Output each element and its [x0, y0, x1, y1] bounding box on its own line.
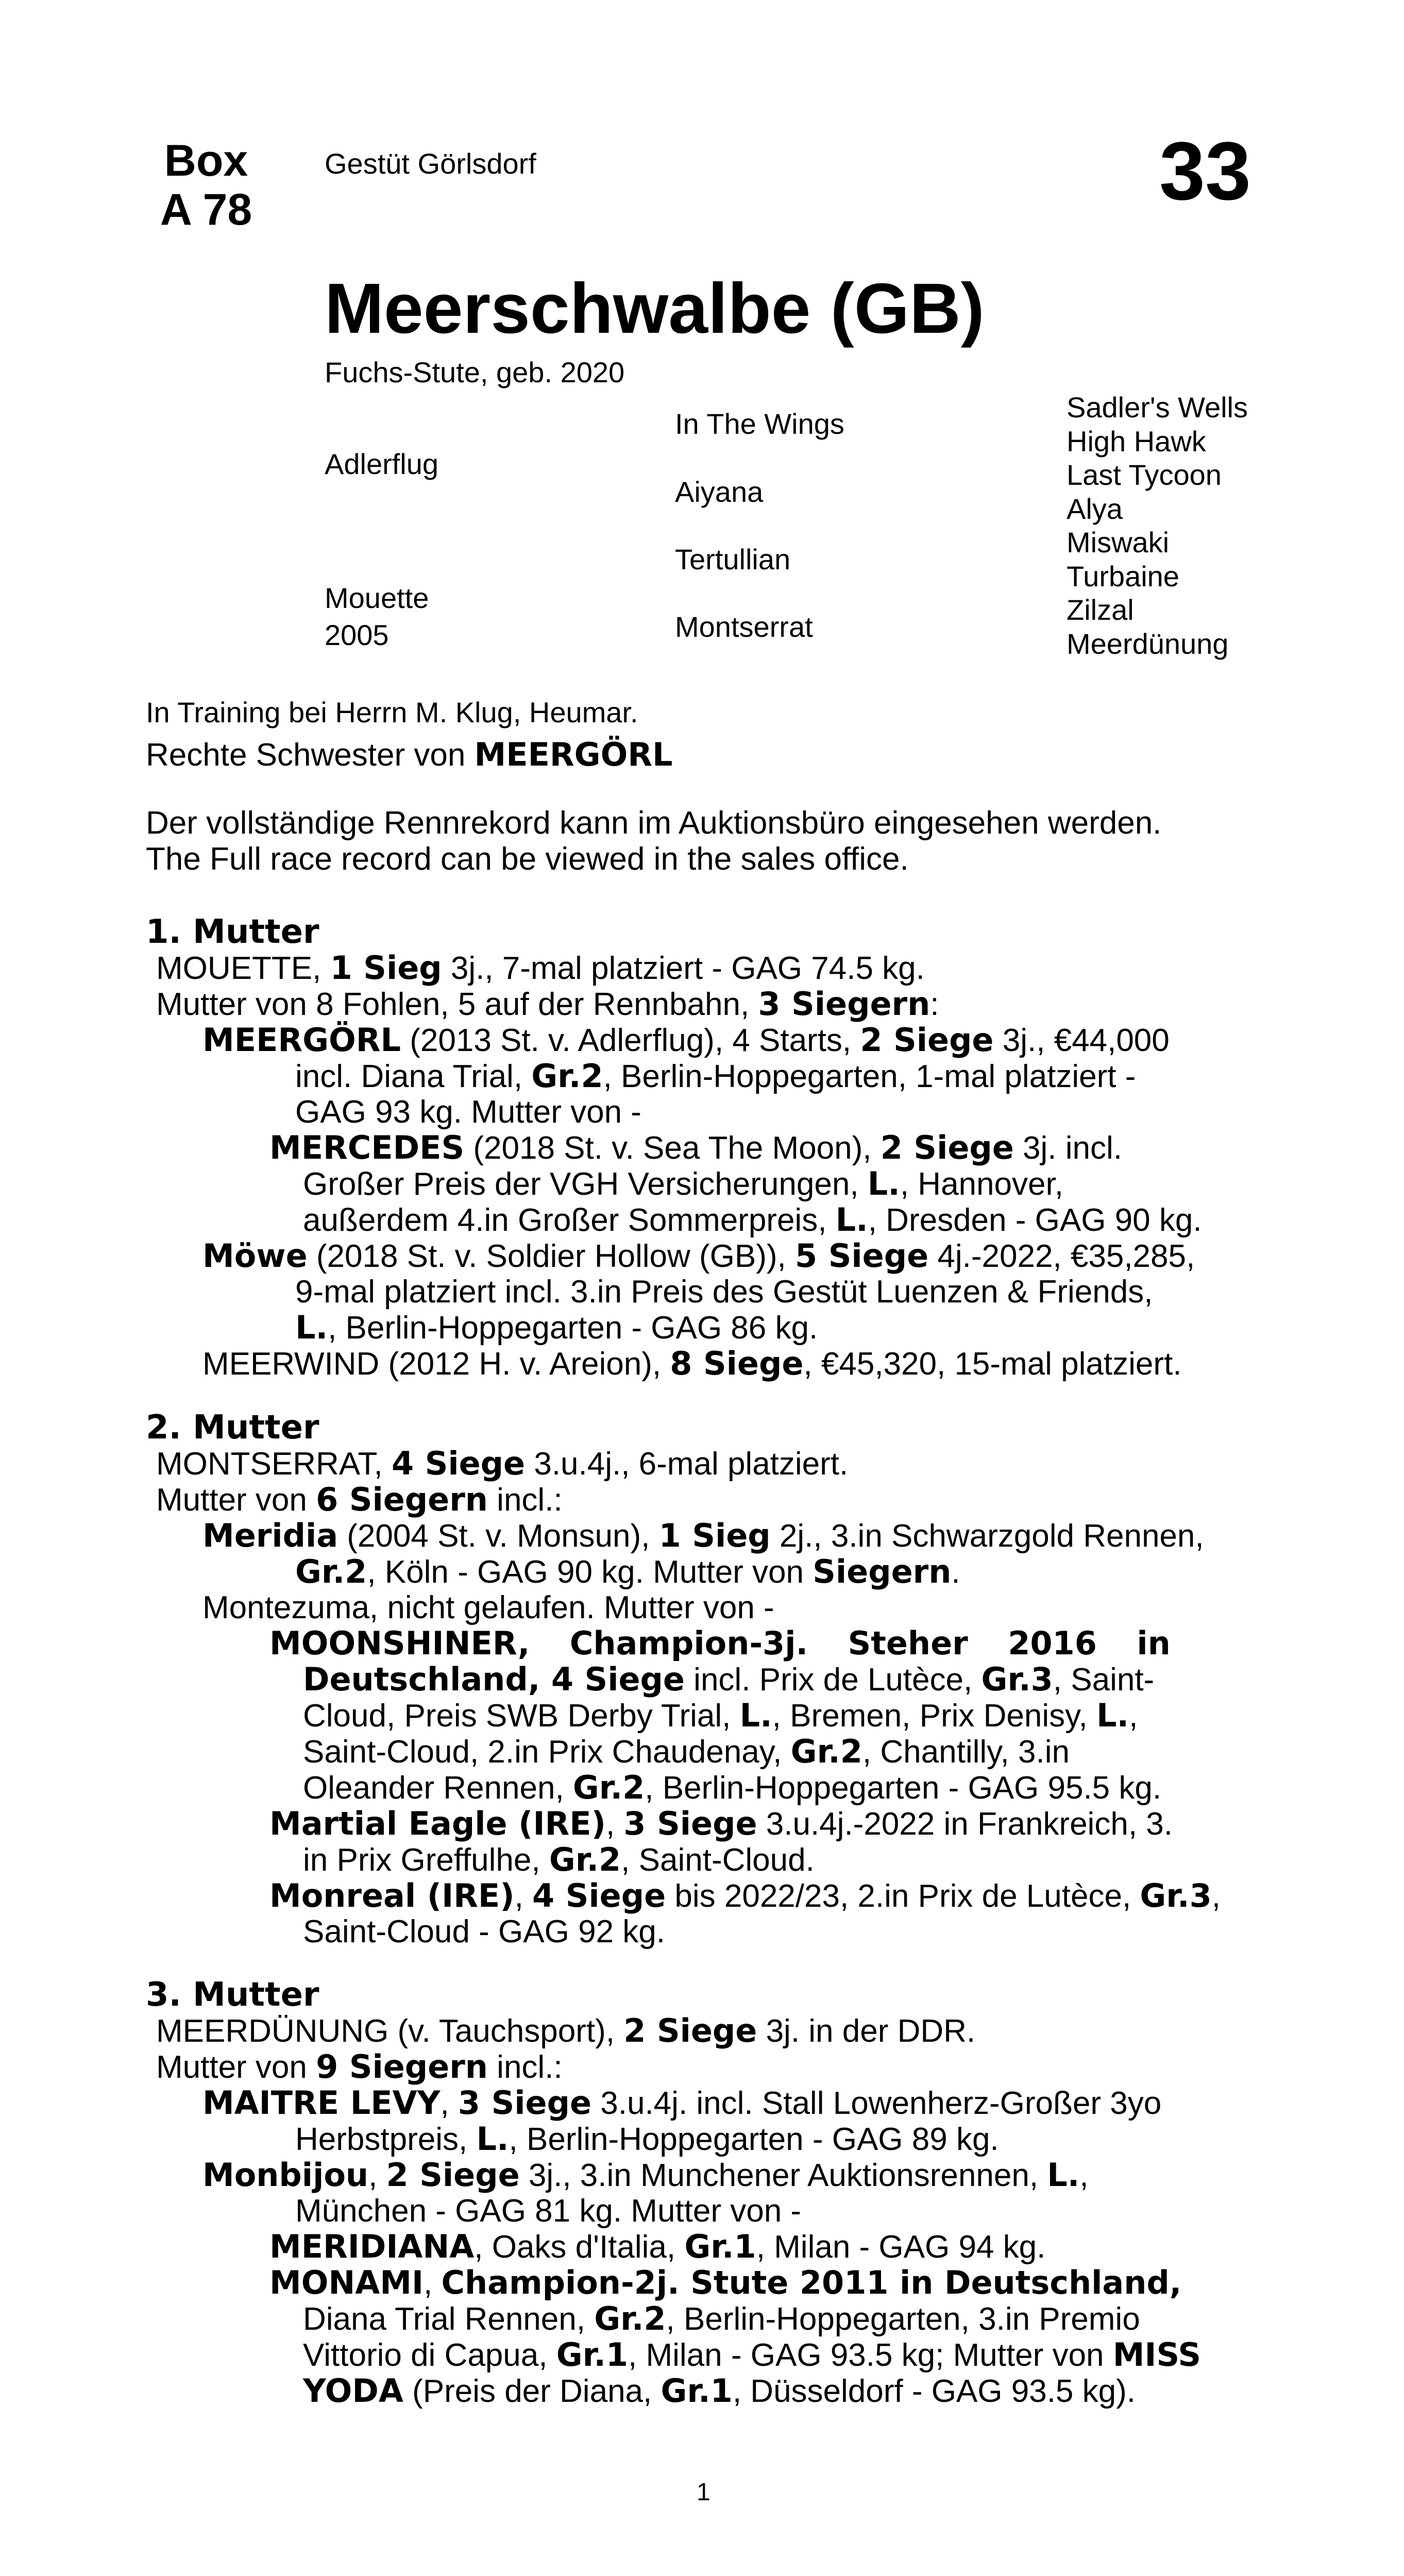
section-title: 1. Mutter [146, 913, 319, 951]
progeny-entry: Monbijou, 2 Siege 3j., 3.in Munchener Auktionsrennen, L., [202, 2156, 1089, 2194]
pedigree-gen2: In The Wings [675, 408, 844, 440]
pedigree-gen3: Miswaki [1067, 526, 1170, 558]
record-note-de: Der vollständige Rennrekord kann im Auktionsbüro eingesehen werden. [146, 805, 1162, 841]
box-label: Box A 78 [129, 137, 283, 234]
box-number: A 78 [160, 184, 252, 234]
dam-produce-line: Mutter von 6 Siegern incl.: [156, 1481, 563, 1518]
progeny-entry-cont: Cloud, Preis SWB Derby Trial, L., Bremen, Prix Denisy, L., [303, 1697, 1138, 1734]
pedigree-gen3: Zilzal [1067, 594, 1134, 626]
progeny-entry: MEERGÖRL (2013 St. v. Adlerflug), 4 Starts, 2 Siege 3j., €44,000 [202, 1021, 1170, 1059]
progeny-entry-cont: München - GAG 81 kg. Mutter von - [295, 2193, 802, 2229]
horse-description: Fuchs-Stute, geb. 2020 [325, 356, 625, 388]
progeny-entry-cont: Saint-Cloud - GAG 92 kg. [303, 1914, 665, 1950]
progeny-entry: MOONSHINER, Champion-3j. Steher 2016 in [269, 1624, 1171, 1662]
progeny-entry-cont: Oleander Rennen, Gr.2, Berlin-Hoppegarten - GAG 95.5 kg. [303, 1769, 1162, 1806]
page-number: 1 [697, 2479, 711, 2506]
progeny-entry-cont: GAG 93 kg. Mutter von - [295, 1094, 641, 1130]
lot-number: 33 [1159, 125, 1251, 217]
dam-line: MOUETTE, 1 Sieg 3j., 7-mal platziert - GAG 74.5 kg. [156, 949, 925, 987]
section-title: 3. Mutter [146, 1976, 319, 2014]
record-note-en: The Full race record can be viewed in the sales office. [146, 841, 909, 877]
progeny-entry: Möwe (2018 St. v. Soldier Hollow (GB)), 5 Siege 4j.-2022, €35,285, [202, 1237, 1195, 1275]
progeny-entry-cont: Vittorio di Capua, Gr.1, Milan - GAG 93.5 kg; Mutter von MISS [303, 2336, 1202, 2374]
progeny-entry-cont: Herbstpreis, L., Berlin-Hoppegarten - GAG 89 kg. [295, 2120, 999, 2158]
progeny-entry-cont: YODA (Preis der Diana, Gr.1, Düsseldorf - GAG 93.5 kg). [303, 2372, 1136, 2410]
training-note: In Training bei Herrn M. Klug, Heumar. [146, 696, 638, 728]
pedigree-dam-year: 2005 [325, 619, 389, 651]
pedigree-gen3: Meerdünung [1067, 628, 1229, 660]
progeny-entry-cont: Diana Trial Rennen, Gr.2, Berlin-Hoppegarten, 3.in Premio [303, 2300, 1140, 2337]
dam-produce-line: Mutter von 9 Siegern incl.: [156, 2048, 563, 2086]
progeny-entry: MEERWIND (2012 H. v. Areion), 8 Siege, €45,320, 15-mal platziert. [202, 1345, 1182, 1382]
dam-line: MEERDÜNUNG (v. Tauchsport), 2 Siege 3j. in der DDR. [156, 2012, 976, 2049]
progeny-entry-cont: Großer Preis der VGH Versicherungen, L., Hannover, [303, 1165, 1063, 1202]
pedigree-gen2: Aiyana [675, 476, 764, 508]
progeny-entry-cont: in Prix Greffulhe, Gr.2, Saint-Cloud. [303, 1841, 815, 1878]
pedigree-gen3: High Hawk [1067, 425, 1206, 457]
first-dam-section [146, 914, 1269, 1382]
sibling-name: MEERGÖRL [474, 736, 673, 773]
dam-line: MONTSERRAT, 4 Siege 3.u.4j., 6-mal platziert. [156, 1445, 849, 1482]
progeny-entry: Monreal (IRE), 4 Siege bis 2022/23, 2.in Prix de Lutèce, Gr.3, [269, 1877, 1221, 1914]
progeny-entry: Montezuma, nicht gelaufen. Mutter von - [202, 1590, 774, 1625]
progeny-entry-cont: außerdem 4.in Großer Sommerpreis, L., Dresden - GAG 90 kg. [303, 1201, 1202, 1239]
pedigree-dam: Mouette [325, 582, 429, 614]
horse-name: Meerschwalbe (GB) [325, 269, 985, 348]
progeny-entry: MERCEDES (2018 St. v. Sea The Moon), 2 Siege 3j. incl. [269, 1129, 1123, 1166]
sibling-line: Rechte Schwester von MEERGÖRL [146, 736, 673, 773]
progeny-entry-cont: L., Berlin-Hoppegarten - GAG 86 kg. [295, 1309, 818, 1346]
pedigree-gen3: Turbaine [1067, 560, 1179, 592]
progeny-entry: Martial Eagle (IRE), 3 Siege 3.u.4j.-2022 in Frankreich, 3. [269, 1805, 1173, 1842]
progeny-entry-cont: Gr.2, Köln - GAG 90 kg. Mutter von Siegern. [295, 1553, 960, 1590]
progeny-entry: Meridia (2004 St. v. Monsun), 1 Sieg 2j., 3.in Schwarzgold Rennen, [202, 1517, 1204, 1554]
progeny-entry: MONAMI, Champion-2j. Stute 2011 in Deutschland, [269, 2264, 1182, 2301]
progeny-entry: MAITRE LEVY, 3 Siege 3.u.4j. incl. Stall Lowenherz-Großer 3yo [202, 2084, 1162, 2122]
breeder: Gestüt Görlsdorf [325, 147, 536, 180]
pedigree-gen2: Tertullian [675, 543, 791, 575]
third-dam-section [146, 1977, 1269, 2409]
progeny-entry-cont: Saint-Cloud, 2.in Prix Chaudenay, Gr.2, Chantilly, 3.in [303, 1733, 1070, 1770]
progeny-entry: MERIDIANA, Oaks d'Italia, Gr.1, Milan - GAG 94 kg. [269, 2228, 1046, 2265]
section-title: 2. Mutter [146, 1409, 319, 1447]
dam-produce-line: Mutter von 8 Fohlen, 5 auf der Rennbahn, 3 Siegern: [156, 985, 939, 1023]
pedigree-gen3: Alya [1067, 493, 1123, 525]
progeny-entry-cont: Deutschland, 4 Siege incl. Prix de Lutèce, Gr.3, Saint- [303, 1660, 1155, 1698]
progeny-entry-cont: 9-mal platziert incl. 3.in Preis des Gestüt Luenzen & Friends, [295, 1274, 1153, 1310]
pedigree-gen3: Last Tycoon [1067, 459, 1222, 491]
second-dam-section [146, 1410, 1269, 1950]
pedigree-gen3: Sadler's Wells [1067, 391, 1248, 423]
progeny-entry-cont: incl. Diana Trial, Gr.2, Berlin-Hoppegarten, 1-mal platziert - [295, 1057, 1136, 1095]
pedigree-gen2: Montserrat [675, 611, 813, 643]
pedigree-sire: Adlerflug [325, 448, 439, 480]
